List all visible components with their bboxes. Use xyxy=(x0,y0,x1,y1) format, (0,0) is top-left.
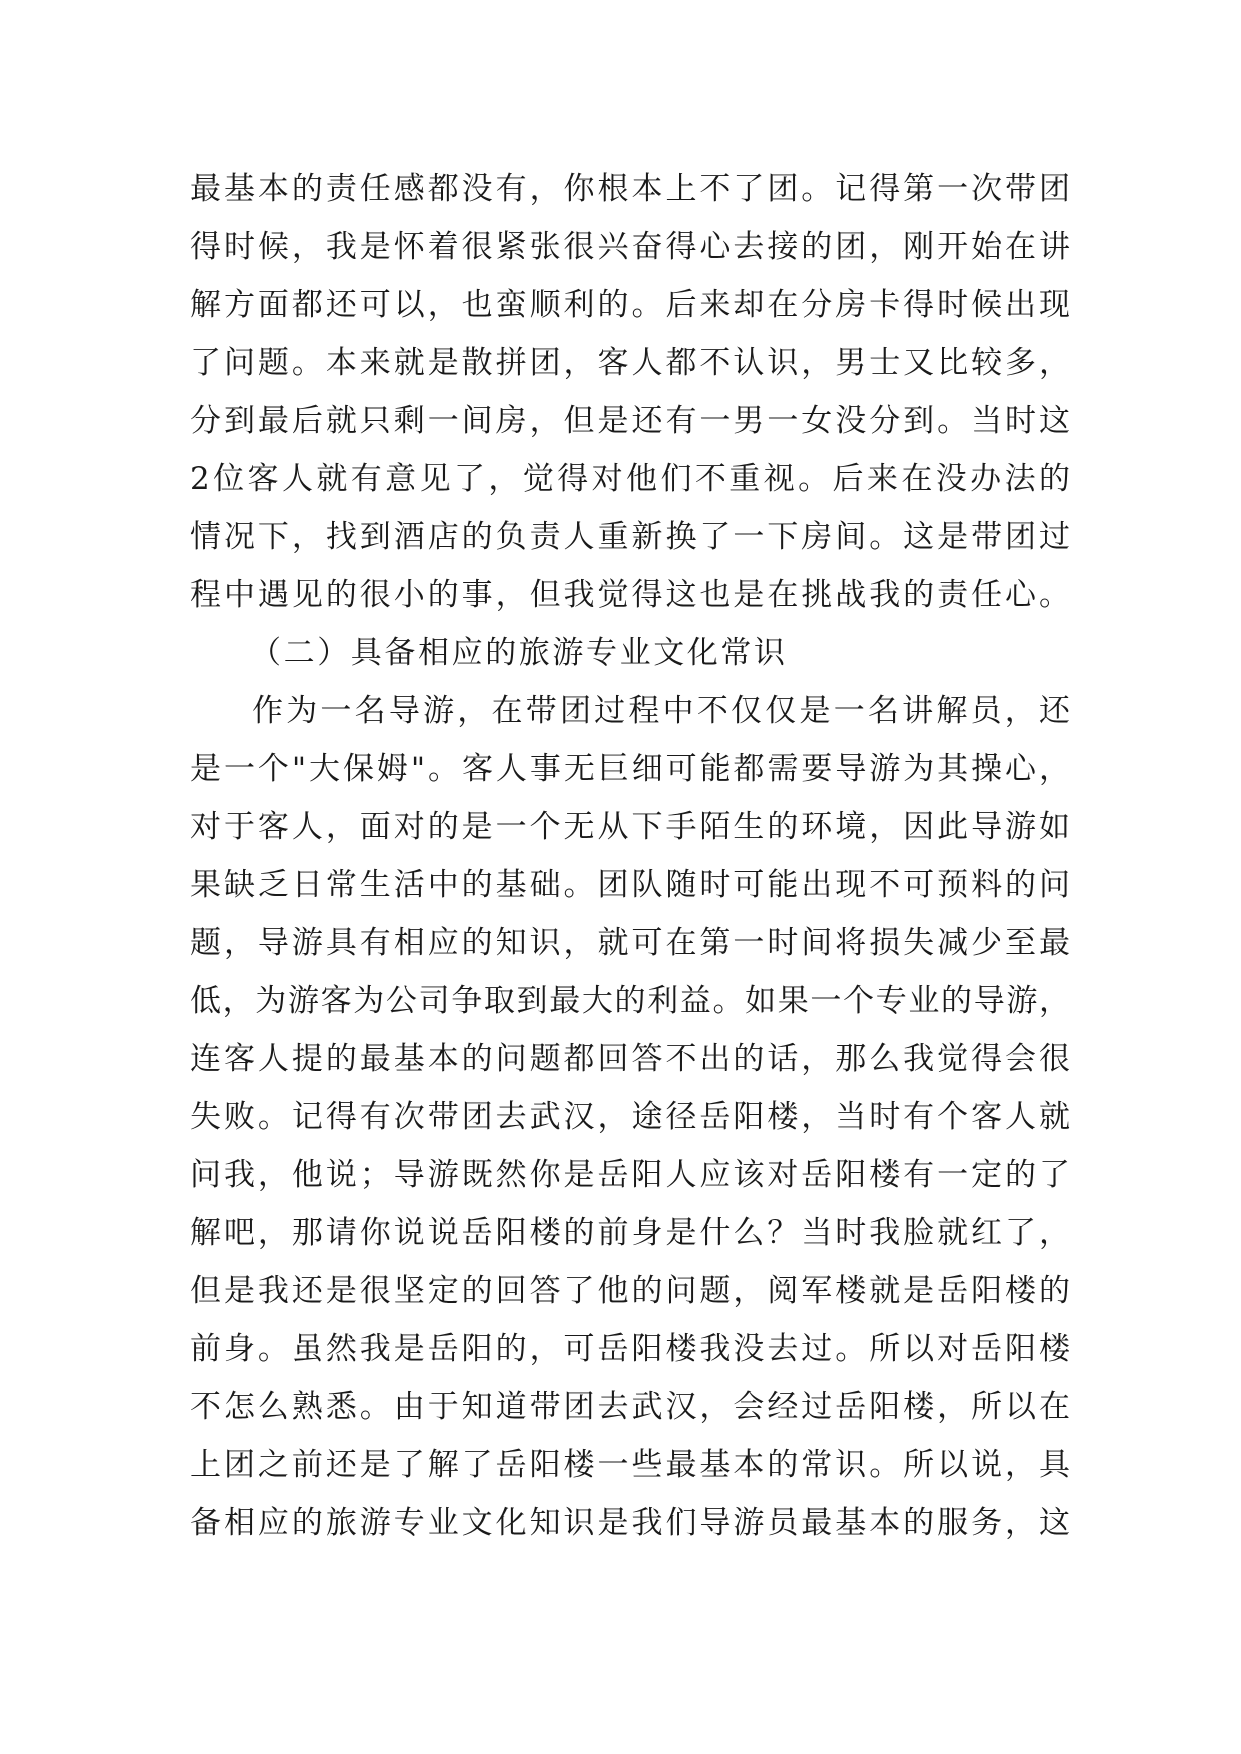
body-text xyxy=(190,160,1070,1552)
text-line: 备相应的旅游专业文化知识是我们导游员最基本的服务，这 xyxy=(190,1505,1070,1541)
text-line: 得时候，我是怀着很紧张很兴奋得心去接的团，刚开始在讲 xyxy=(190,229,1070,265)
text-line: 前身。虽然我是岳阳的，可岳阳楼我没去过。所以对岳阳楼 xyxy=(190,1331,1070,1367)
text-line: 问我，他说；导游既然你是岳阳人应该对岳阳楼有一定的了 xyxy=(190,1157,1070,1193)
text-line: 了问题。本来就是散拼团，客人都不认识，男士又比较多， xyxy=(190,345,1070,381)
text-line: 上团之前还是了解了岳阳楼一些最基本的常识。所以说，具 xyxy=(190,1447,1070,1483)
text-line: 是一个"大保姆"。客人事无巨细可能都需要导游为其操心， xyxy=(190,751,1070,787)
section-heading: （二）具备相应的旅游专业文化常识 xyxy=(250,635,788,671)
text-line: 情况下，找到酒店的负责人重新换了一下房间。这是带团过 xyxy=(190,519,1070,555)
text-line: 连客人提的最基本的问题都回答不出的话，那么我觉得会很 xyxy=(190,1041,1070,1077)
text-line: 解方面都还可以，也蛮顺利的。后来却在分房卡得时候出现 xyxy=(190,287,1070,323)
text-line: 低，为游客为公司争取到最大的利益。如果一个专业的导游， xyxy=(190,983,1070,1019)
text-line: 不怎么熟悉。由于知道带团去武汉，会经过岳阳楼，所以在 xyxy=(190,1389,1070,1425)
text-line: 2位客人就有意见了，觉得对他们不重视。后来在没办法的 xyxy=(190,461,1070,497)
text-line: 最基本的责任感都没有，你根本上不了团。记得第一次带团 xyxy=(190,171,1070,207)
text-line: 解吧，那请你说说岳阳楼的前身是什么？当时我脸就红了， xyxy=(190,1215,1070,1251)
text-line: 失败。记得有次带团去武汉，途径岳阳楼，当时有个客人就 xyxy=(190,1099,1070,1135)
text-line: 程中遇见的很小的事，但我觉得这也是在挑战我的责任心。 xyxy=(190,577,1070,613)
text-line: 果缺乏日常生活中的基础。团队随时可能出现不可预料的问 xyxy=(190,867,1070,903)
text-line: 作为一名导游，在带团过程中不仅仅是一名讲解员，还 xyxy=(252,693,1070,729)
text-line: 但是我还是很坚定的回答了他的问题，阅军楼就是岳阳楼的 xyxy=(190,1273,1070,1309)
text-line: 分到最后就只剩一间房，但是还有一男一女没分到。当时这 xyxy=(190,403,1070,439)
text-line: 题，导游具有相应的知识，就可在第一时间将损失减少至最 xyxy=(190,925,1070,961)
text-line: 对于客人，面对的是一个无从下手陌生的环境，因此导游如 xyxy=(190,809,1070,845)
